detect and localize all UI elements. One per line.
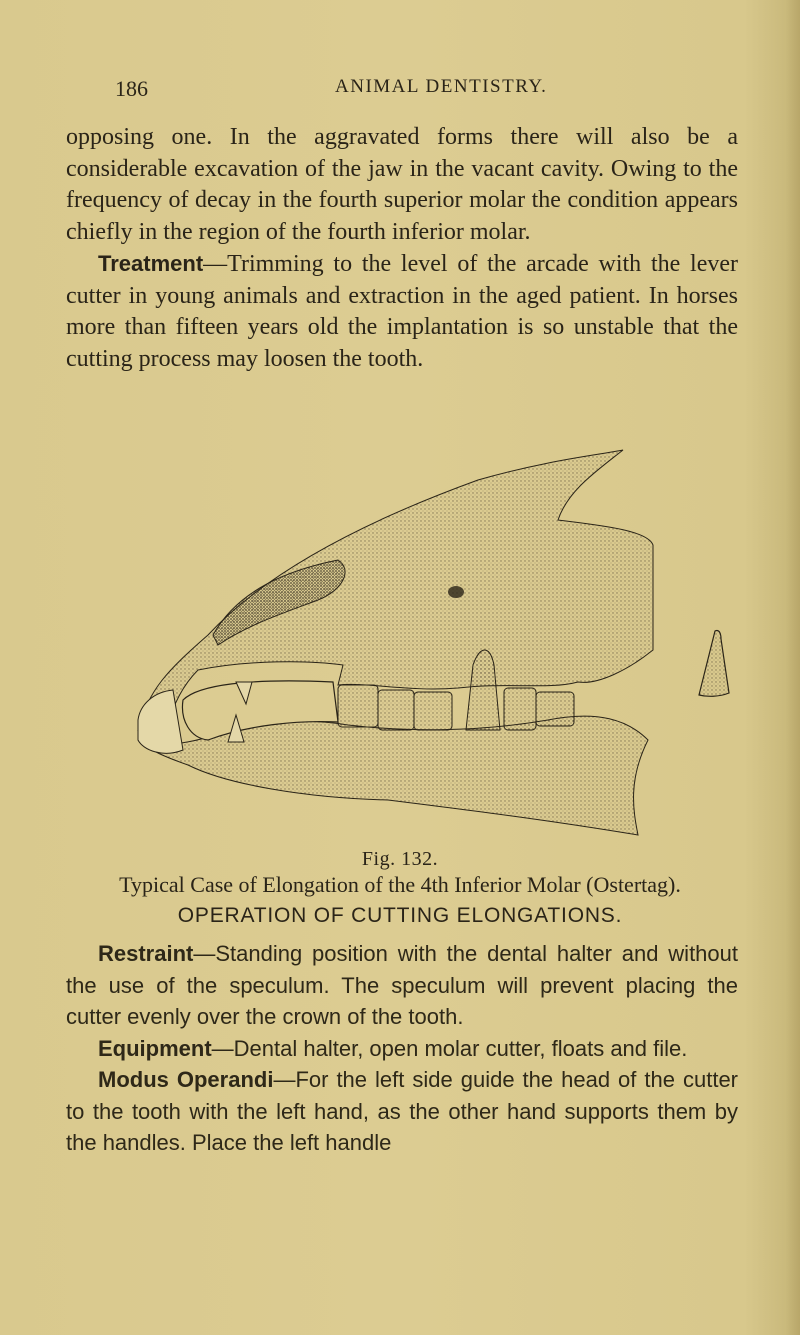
paragraph-restraint — [66, 938, 738, 1033]
figure-caption: Typical Case of Elongation of the 4th Inferior Molar (Ostertag). — [119, 872, 681, 897]
isolated-tooth-inset — [695, 625, 735, 705]
equipment-body: —Dental halter, open molar cutter, floats and file. — [211, 1035, 688, 1061]
paragraph-treatment — [66, 248, 738, 375]
section-body — [66, 938, 738, 1159]
modus-body: —For the left side guide the head of the cutter to the tooth with the left hand, as the other hand supports them by the handles. Place the left handle — [66, 1067, 739, 1155]
paragraph-continuation: opposing one. In the aggravated forms there will also be a considerable excavation of the jaw in the vacant cavity. Owing to the frequency of decay in the fourth superior molar the condition appears chiefly in the region of the fourth inferior molar. — [66, 124, 738, 245]
section-heading: OPERATION OF CUTTING ELONGATIONS. — [177, 904, 623, 927]
page-number: 186 — [115, 76, 148, 101]
horse-skull-illustration-icon — [128, 420, 688, 840]
figure-label: Fig. 132. — [361, 848, 439, 870]
tooth-icon — [695, 625, 735, 705]
paragraph-modus-operandi — [66, 1064, 738, 1159]
modus-lead: Modus Operandi — [98, 1067, 274, 1092]
top-text-block — [66, 122, 738, 375]
treatment-lead: Treatment — [98, 251, 204, 276]
page-header — [115, 76, 740, 106]
paragraph-equipment — [66, 1033, 738, 1065]
equipment-lead: Equipment — [98, 1035, 212, 1061]
treatment-body: —Trimming to the level of the arcade with the lever cutter in young animals and extraction in the aged patient. In horses more than fifteen years old the implantation is so unstable that the cutting process may loosen the tooth. — [66, 251, 738, 372]
page-edge-shadow — [786, 0, 800, 1335]
running-head: ANIMAL DENTISTRY. — [335, 76, 548, 97]
restraint-body: —Standing position with the dental halter and without the use of the speculum. The speculum will prevent placing the cutter evenly over the crown of the tooth. — [66, 941, 738, 1029]
figure-illustration — [128, 420, 688, 840]
restraint-lead: Restraint — [98, 941, 194, 966]
